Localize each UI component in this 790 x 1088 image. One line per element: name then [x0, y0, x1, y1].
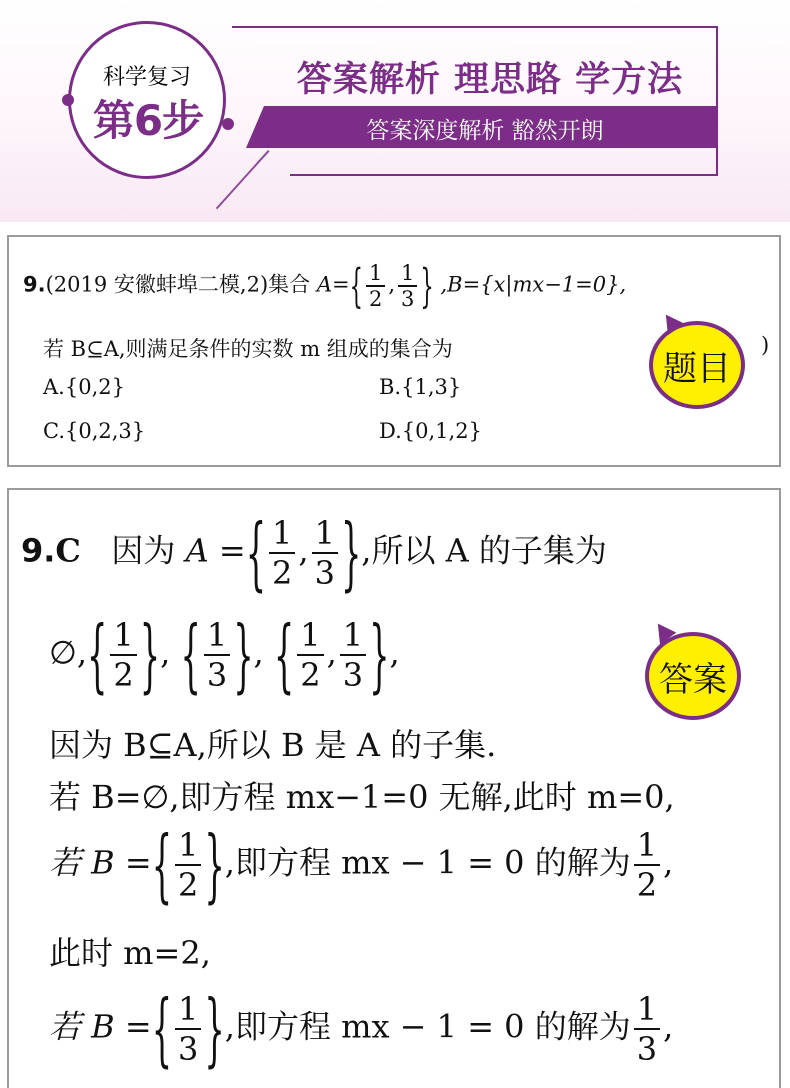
- fraction-numerator: 1: [178, 826, 199, 864]
- answer-line-1: 9.C 因为 A ={ $\frac{1}{2}$ , $\frac{1}{3}$ },所以 A 的子集为: [21, 505, 607, 601]
- brand-title: 第6步: [92, 96, 204, 145]
- fraction-half: [110, 616, 136, 694]
- fraction-denominator: 3: [634, 1028, 660, 1068]
- question-source: (2019 安徽蚌埠二模,2): [45, 272, 269, 297]
- circle-dot-right: [222, 118, 234, 130]
- answer-line-7: [49, 981, 674, 1077]
- question-paren: ): [761, 333, 770, 357]
- brace-close: }: [369, 607, 390, 703]
- answer-line-5: [49, 817, 674, 913]
- fraction-numerator: 1: [314, 514, 335, 552]
- answer-line-2: ∅,{ $\frac{1}{2}$ }, { $\frac{1}{3}$ }, { $\frac{1}{2}$ , $\frac{1}{3}$ },: [49, 607, 400, 703]
- question-box: [7, 235, 781, 467]
- answer-line-4: 若 B=∅,即方程 mx−1=0 无解,此时 m=0,: [49, 778, 675, 816]
- fraction-third: [634, 990, 660, 1068]
- line7-suffix: ,即方程 mx − 1 = 0 的解为: [224, 1007, 631, 1046]
- circle-dot-left: [62, 94, 74, 106]
- fraction-numerator: 1: [206, 616, 228, 654]
- option-c: [43, 419, 145, 443]
- question-stem: 集合: [268, 272, 311, 297]
- line5-prefix: 若 B =: [49, 843, 152, 882]
- brace-open: {: [151, 981, 173, 1077]
- option-value: {0,1,2}: [401, 419, 482, 443]
- brace-close: }: [233, 607, 254, 703]
- option-label: D.: [379, 419, 402, 443]
- brace-close: }: [204, 981, 225, 1077]
- frame-top-line: [232, 26, 718, 28]
- slogan-subtitle: 答案深度解析 豁然开朗: [366, 118, 604, 144]
- brace-close: }: [420, 259, 434, 313]
- brace-close: }: [340, 505, 362, 601]
- fraction-numerator: 1: [272, 514, 293, 552]
- answer-number: 9.: [21, 531, 56, 570]
- fraction-numerator: 1: [178, 990, 199, 1028]
- comma: ,: [663, 843, 674, 882]
- brace-open: {: [349, 259, 363, 313]
- answer-badge: 答案: [645, 632, 741, 720]
- answer-set-a: A =: [185, 531, 246, 570]
- fraction-denominator: 3: [204, 654, 230, 694]
- fraction-denominator: 3: [175, 1028, 201, 1068]
- option-b: [379, 375, 461, 399]
- brace-close: }: [139, 607, 161, 703]
- fraction-numerator: 1: [401, 261, 415, 285]
- fraction-denominator: 3: [340, 654, 366, 694]
- fraction-denominator: 2: [366, 285, 385, 311]
- answer-intro: 因为: [111, 531, 176, 570]
- question-number: 9.: [23, 272, 46, 297]
- brace-open: {: [87, 607, 108, 703]
- fraction-numerator: 1: [636, 990, 658, 1028]
- brace-open: {: [151, 817, 173, 913]
- fraction-third: [204, 616, 230, 694]
- slogan-title: 答案解析 理思路 学方法: [296, 60, 684, 100]
- option-d: [379, 419, 482, 443]
- question-line-2: 若 B⊆A,则满足条件的实数 m 组成的集合为: [43, 337, 453, 361]
- brace-close: }: [204, 817, 225, 913]
- empty-set: ∅,: [49, 633, 88, 672]
- answer-so-text: ,所以 A 的子集为: [361, 531, 607, 570]
- fraction-denominator: 2: [269, 552, 295, 592]
- question-line-1: 9.(2019 安徽蚌埠二模,2)集合 A={ $\frac{1}{2}$ , $\frac{1}{3}$ } ,B={x|mx−1=0},: [23, 259, 627, 313]
- set-b-definition: ,B={x|mx−1=0},: [440, 272, 627, 297]
- brace-open: {: [273, 607, 295, 703]
- fraction-denominator: 2: [297, 654, 323, 694]
- option-value: {1,3}: [401, 375, 462, 399]
- option-label: C.: [43, 419, 65, 443]
- fraction-denominator: 3: [398, 285, 417, 311]
- brace-open: {: [180, 607, 201, 703]
- set-a-label: A=: [316, 272, 350, 297]
- option-value: {0,2,3}: [65, 419, 146, 443]
- fraction-third: [340, 616, 366, 694]
- line7-prefix: 若 B =: [49, 1007, 152, 1046]
- option-value: {0,2}: [64, 375, 125, 399]
- answer-box: [7, 488, 781, 1088]
- fraction-numerator: 1: [342, 616, 364, 654]
- fraction-half: [269, 514, 295, 592]
- fraction-third: [312, 514, 338, 592]
- fraction-denominator: 2: [634, 864, 660, 904]
- answer-choice: C: [55, 531, 81, 570]
- fraction-denominator: 2: [175, 864, 201, 904]
- answer-line-6: 此时 m=2,: [49, 934, 211, 972]
- option-label: B.: [379, 375, 402, 399]
- header-banner: [0, 0, 790, 222]
- fraction-numerator: 1: [300, 616, 321, 654]
- comma: ,: [389, 633, 400, 672]
- option-label: A.: [43, 375, 65, 399]
- fraction-third: [175, 990, 201, 1068]
- question-badge: 题目: [649, 321, 745, 409]
- fraction-numerator: 1: [636, 826, 658, 864]
- frame-bottom-line: [290, 174, 718, 176]
- fraction-numerator: 1: [368, 261, 383, 285]
- fraction-half: [366, 261, 385, 311]
- fraction-half: [175, 826, 201, 904]
- decor-diagonal: [216, 150, 270, 209]
- fraction-half: [297, 616, 323, 694]
- option-a: [43, 375, 125, 399]
- line5-suffix: ,即方程 mx − 1 = 0 的解为: [224, 843, 631, 882]
- fraction-denominator: 2: [110, 654, 136, 694]
- fraction-third: [398, 261, 417, 311]
- brace-open: {: [245, 505, 267, 601]
- fraction-numerator: 1: [113, 616, 134, 654]
- comma: ,: [663, 1007, 674, 1046]
- brand-subtitle: 科学复习: [102, 65, 191, 90]
- frame-right-line: [716, 26, 718, 176]
- fraction-half: [634, 826, 660, 904]
- answer-line-3: 因为 B⊆A,所以 B 是 A 的子集.: [49, 726, 497, 764]
- fraction-denominator: 3: [312, 552, 338, 592]
